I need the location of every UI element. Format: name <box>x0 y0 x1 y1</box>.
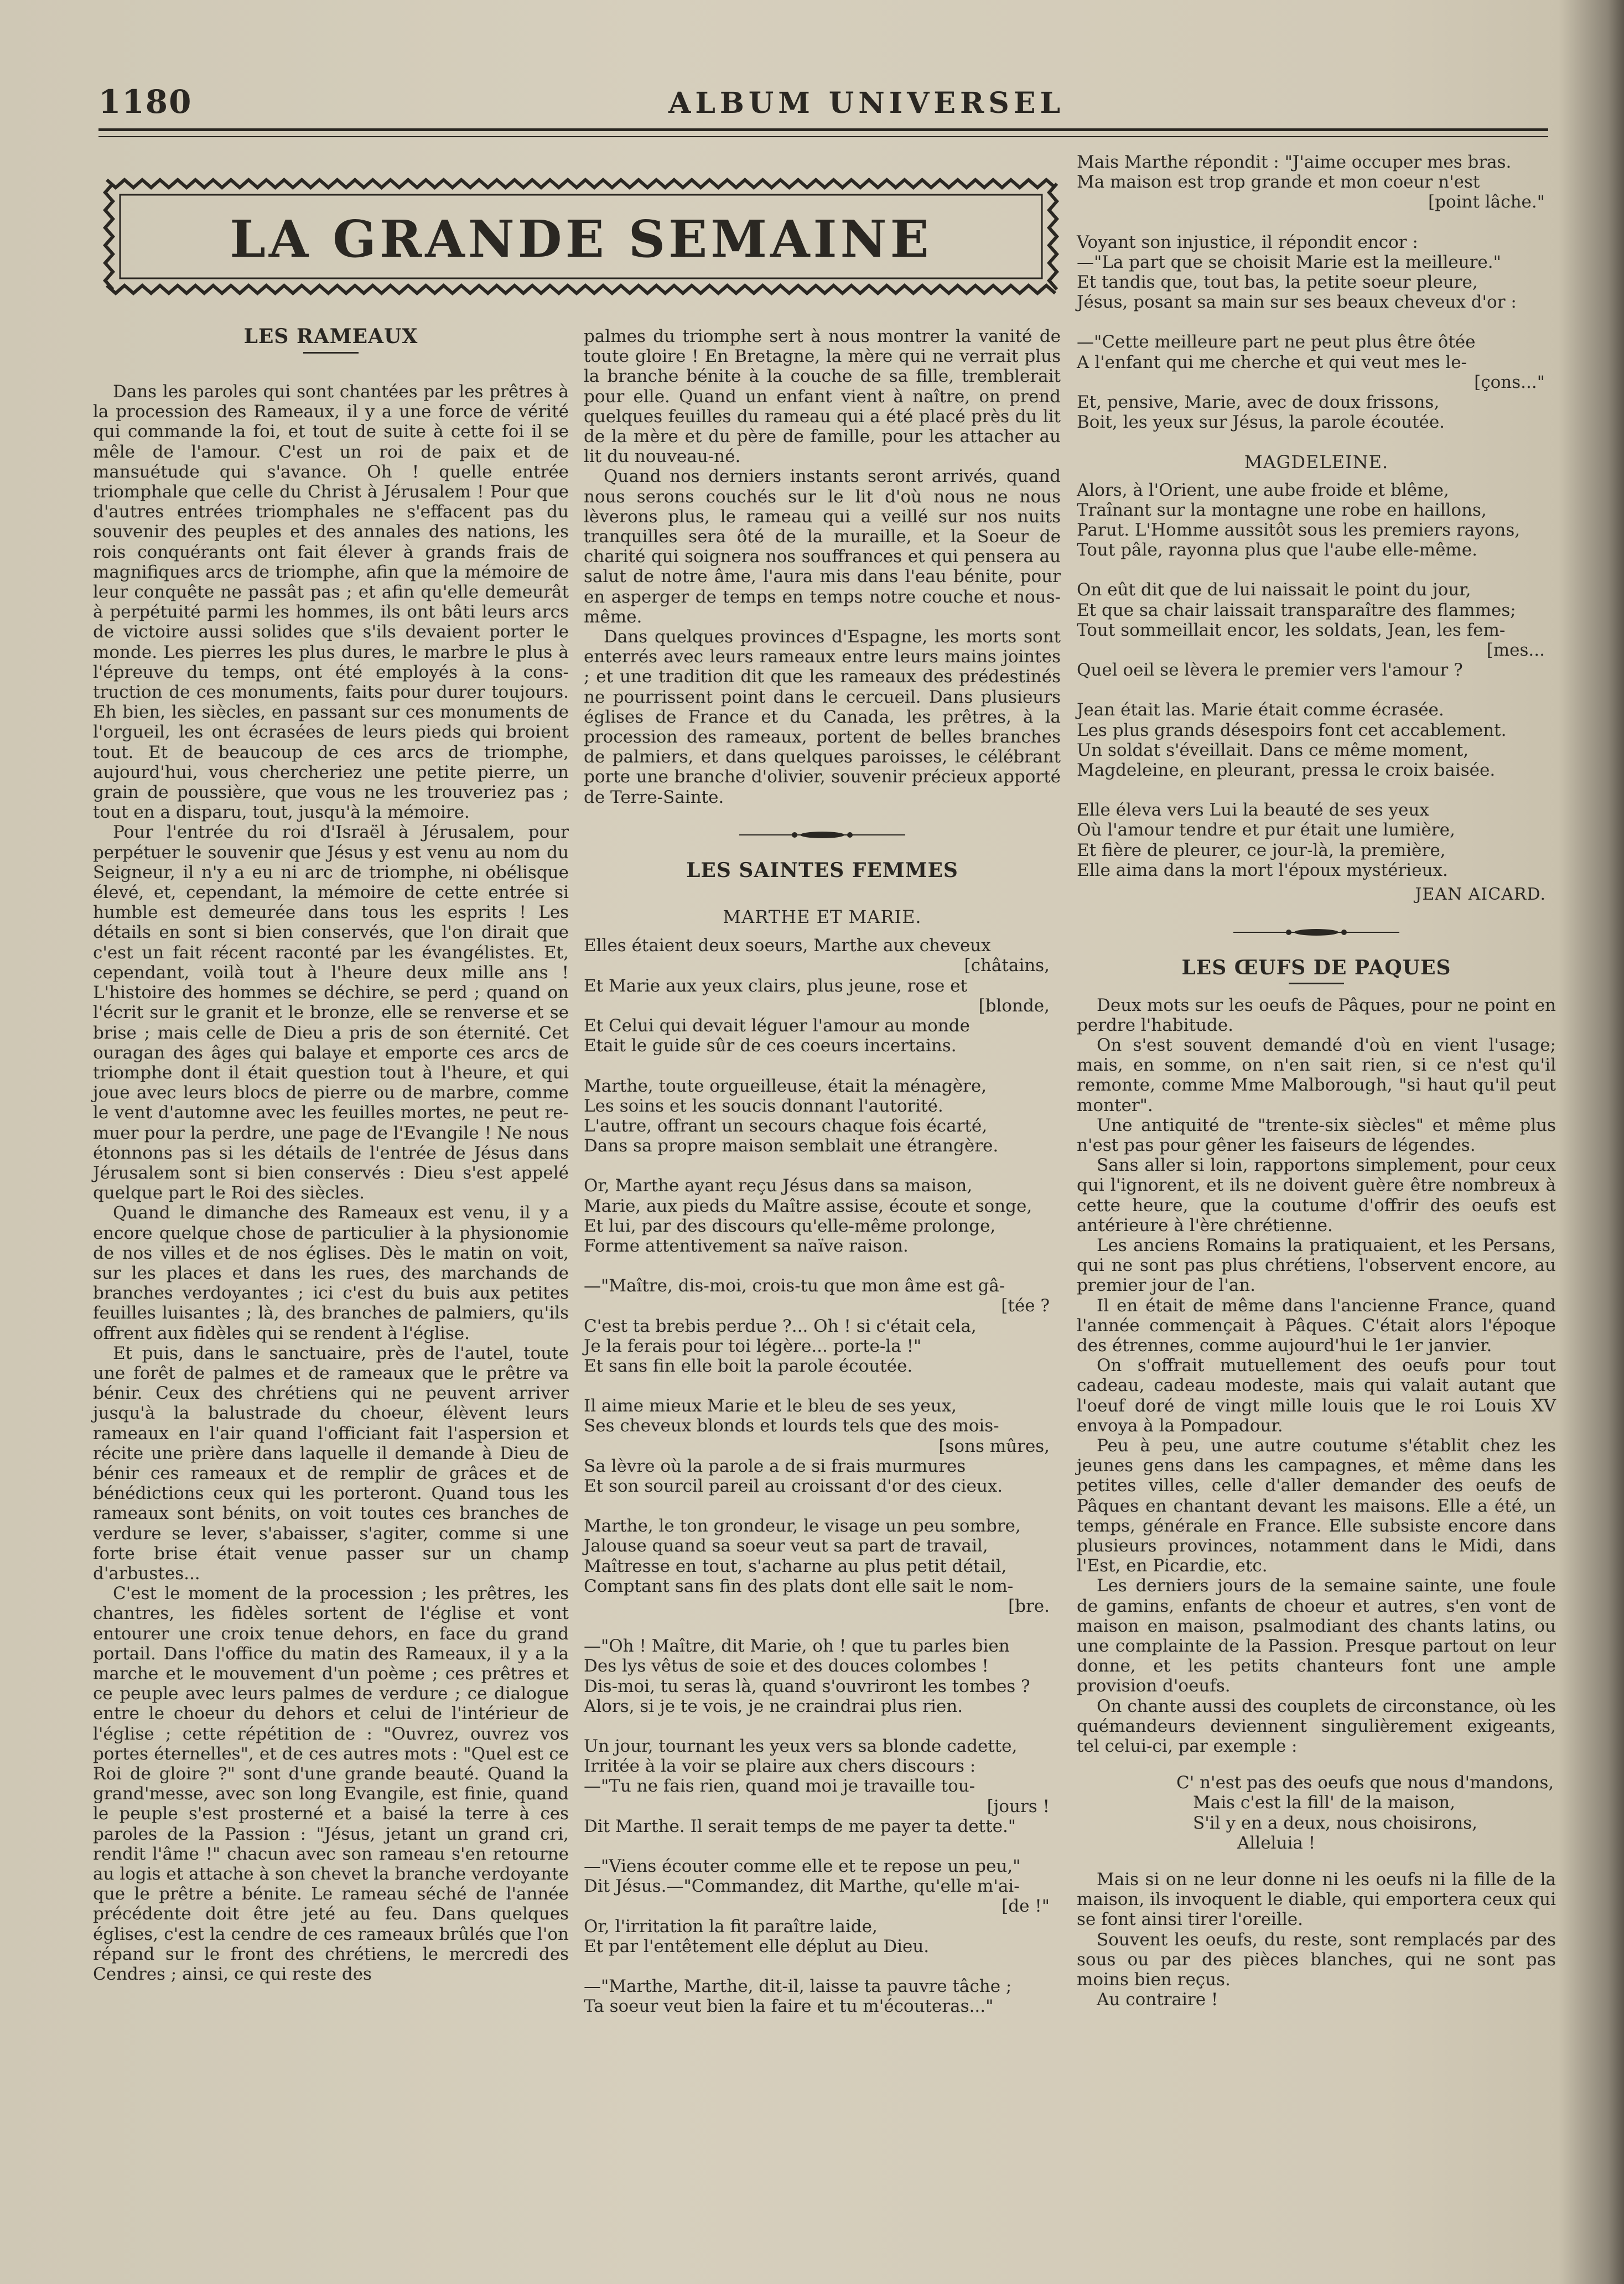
stanza <box>584 1516 1061 1616</box>
stanza <box>1077 480 1556 560</box>
verse-line: Et que sa chair laissait transparaître des flammes; <box>1077 600 1516 620</box>
verse-line: —"Maître, dis-moi, crois-tu que mon âme est gâ- <box>584 1276 1005 1296</box>
verse-line: C'est ta brebis perdue ?... Oh ! si c'était cela, <box>584 1316 977 1336</box>
stanza <box>584 936 1061 1056</box>
stanza <box>584 1736 1061 1836</box>
verse-line-continuation: [mes... <box>1486 640 1545 661</box>
verse-line: Et Celui qui devait léguer l'amour au monde <box>584 1016 970 1036</box>
paragraph: On chante aussi des couplets de circonstance, où les quémandeurs deviennent singulièrement exigeants, tel celui-ci, par exemple : <box>1077 1696 1556 1757</box>
heading-underline <box>303 352 359 354</box>
verse-line: Et tandis que, tout bas, la petite soeur pleure, <box>1077 272 1478 293</box>
stanza <box>584 1076 1061 1156</box>
verse-line: Marie, aux pieds du Maître assise, écoute et songe, <box>584 1196 1032 1216</box>
verse-line: —"La part que se choisit Marie est la meilleure." <box>1077 252 1501 272</box>
paragraph: Sans aller si loin, rapportons simplement, pour ceux qui l'ignorent, et ils ne doivent guère être nombreux à cette heure, que la coutume d'offrir des oeufs est antérieure à l'ère chrétienne. <box>1077 1155 1556 1236</box>
paragraph: Les anciens Romains la pratiquaient, et les Persans, qui ne sont pas plus chrétiens, l'observent encore, au premier jour de l'an. <box>1077 1235 1556 1296</box>
paragraph: On s'offrait mutuellement des oeufs pour tout cadeau, cadeau modeste, mais qui valait autant que l'oeuf doré de vingt mille louis que le roi Louis XV envoya à la Pompadour. <box>1077 1356 1556 1436</box>
verse-line: Parut. L'Homme aussitôt sous les premiers rayons, <box>1077 520 1521 541</box>
subheading-magdeleine: MAGDELEINE. <box>1244 451 1389 473</box>
verse-line-continuation: [çons..." <box>1474 372 1545 392</box>
paragraph: Dans quelques provinces d'Espagne, les morts sont enterrés avec leurs rameaux entre leurs mains jointes ; et une tradition dit que les rameaux des prédestinés ne pourrissent point dans le cercueil. Dans plusieurs églises de France et du Canada, les prêtres, à la procession des rameaux, portent de belles branches de palmiers, et dans quelques paroisses, le célébrant porte une branche d'olivier, souvenir précieux apporté de Terre-Sainte. <box>584 627 1061 807</box>
verse-line-continuation: [sons mûres, <box>938 1436 1050 1456</box>
verse-line: Quel oeil se lèvera le premier vers l'amour ? <box>1077 660 1463 681</box>
verse-line: Comptant sans fin des plats dont elle sait le nom- <box>584 1576 1014 1596</box>
paragraph: Deux mots sur les oeufs de Pâques, pour ne point en perdre l'habitude. <box>1077 995 1556 1035</box>
poem-marthe-marie-continued <box>1077 152 1556 432</box>
verse-line: Marthe, toute orgueilleuse, était la ménagère, <box>584 1076 987 1096</box>
divider-ornament <box>1233 927 1399 938</box>
verse-line: Ses cheveux blonds et lourds tels que des mois- <box>584 1416 999 1436</box>
song-line: C' n'est pas des oeufs que nous d'mandons, <box>1176 1773 1554 1793</box>
paragraph: C'est le moment de la procession ; les prêtres, les chantres, les fidèles sortent de l'église et vont entourer une croix tenue dehors, en face du grand portail. Dans l'office du matin des Rameaux, il y a la marche et le mouvement d'un poème ; ces prêtres et ce peuple avec leurs palmes de verdure ; ce dialogue entre le choeur du dehors et celui de l'intérieur de l'église ; cette répétition de : "Ouvrez, ouvrez vos portes éternelles", et de ces autres mots : "Quel est ce Roi de gloire ?" sont d'une grande beauté. Quand la grand'messe, avec son long Evangile, est finie, quand le peuple s'est prosterné et a baisé la terre à ces paroles de la Passion : "Jésus, jetant un grand cri, rendit l'âme !" chacun avec son rameau s'en retourne au logis et attache à son chevet la branche verdoyante que le prêtre a bénite. Le rameau séché de l'année précédente doit être jeté au feu. Dans quelques églises, c'est la cendre de ces rameaux brûlés que l'on répand sur le front des chrétiens, le mercredi des Cendres ; ainsi, ce qui reste des <box>93 1584 569 1985</box>
paragraph: Au contraire ! <box>1097 1990 1218 2010</box>
verse-line-continuation: [blonde, <box>978 995 1050 1016</box>
stanza <box>1077 700 1556 780</box>
verse-line-continuation: [point lâche." <box>1428 192 1545 212</box>
poem-magdeleine <box>1077 480 1556 880</box>
section-heading-rameaux: LES RAMEAUX <box>243 325 418 348</box>
paragraph: Peu à peu, une autre coutume s'établit chez les jeunes gens dans les campagnes, et même dans les petites villes, celle d'aller demander des oeufs de Pâques en chantant devant les maisons. Elle a été, un temps, générale en France. Elle subsiste encore dans plusieurs provinces, notamment dans le Midi, dans l'Est, en Picardie, etc. <box>1077 1435 1556 1576</box>
verse-line: Et sans fin elle boit la parole écoutée. <box>584 1356 913 1376</box>
title-frame <box>102 177 1060 296</box>
stanza <box>1077 152 1556 212</box>
paragraph: Dans les paroles qui sont chantées par les prêtres à la procession des Rameaux, il y a une force de vérité qui commande la foi, et tout de suite à cette foi il se mêle de l'amour. C'est un roi de paix et de mansuétude qui s'avance. Oh ! quelle entrée triomphale que celle du Christ à Jérusalem ! Pour que d'autres entrées triomphales ne s'effacent pas du souvenir des peuples et des annales des nations, les rois conquérants ont fait élever à grands frais de magnifiques arcs de triomphe, afin que la mémoire de leur conquête ne passât pas ; et afin qu'elle demeurât à perpétuité parmi les hommes, ils ont bâti leurs arcs de victoire aussi solides que s'ils devaient porter le monde. Les pierres les plus dures, le marbre le plus à l'épreuve du temps, ont été employés à la construction de ces monuments, faits pour durer toujours. Eh bien, les siècles, en passant sur ces monuments de l'orgueil, les ont écrasées de leurs pieds qui broient tout. Et de beaucoup de ces arcs de triomphe, aujourd'hui, vous chercheriez une petite pierre, un grain de poussière, que vous ne les trouveriez pas ; tout en a disparu, tout, jusqu'à la mémoire. <box>93 382 569 823</box>
stanza <box>584 1276 1061 1376</box>
verse-line: Alors, si je te vois, je ne craindrai plus rien. <box>584 1696 963 1716</box>
verse-line: Sa lèvre où la parole a de si frais murmures <box>584 1456 966 1476</box>
verse-line: Elles étaient deux soeurs, Marthe aux cheveux <box>584 936 991 956</box>
section-heading-oeufs: LES ŒUFS DE PAQUES <box>1181 956 1451 980</box>
verse-line: Ta soeur veut bien la faire et tu m'écouteras..." <box>584 1996 994 2017</box>
paragraph: Il en était de même dans l'ancienne France, quand l'année commençait à Pâques. C'était alors l'époque des étrennes, comme aujourd'hui le 1er janvier. <box>1077 1295 1556 1356</box>
verse-line: Magdeleine, en pleurant, pressa le croix baisée. <box>1077 760 1496 781</box>
verse-line: Et son sourcil pareil au croissant d'or des cieux. <box>584 1476 1003 1496</box>
verse-line: Or, l'irritation la fit paraître laide, <box>584 1916 878 1937</box>
verse-line: On eût dit que de lui naissait le point du jour, <box>1077 580 1471 600</box>
verse-line: Jean était las. Marie était comme écrasée. <box>1077 700 1444 720</box>
stanza <box>584 1976 1061 2016</box>
song-line: Alleluia ! <box>1237 1833 1316 1853</box>
verse-line: Mais Marthe répondit : "J'aime occuper mes bras. <box>1077 152 1512 172</box>
verse-line: Dis-moi, tu seras là, quand s'ouvriront les tombes ? <box>584 1676 1030 1696</box>
verse-line: Et lui, par des discours qu'elle-même prolonge, <box>584 1216 996 1236</box>
verse-line: A l'enfant qui me cherche et qui veut mes le- <box>1077 352 1467 372</box>
header-rule-thin <box>98 136 1548 137</box>
subheading-marthe-marie: MARTHE ET MARIE. <box>723 906 922 928</box>
verse-line: —"Marthe, Marthe, dit-il, laisse ta pauvre tâche ; <box>584 1976 1012 1997</box>
verse-line: Elle aima dans la mort l'époux mystérieux. <box>1077 860 1448 880</box>
verse-line: Elle éleva vers Lui la beauté de ses yeux <box>1077 800 1429 821</box>
page-header <box>98 83 1548 122</box>
paragraph: palmes du triomphe sert à nous montrer la vanité de toute gloire ! En Bretagne, la mère qui ne verrait plus la branche bénite à la couche de sa fille, tremblerait pour elle. Quand un enfant vient à naître, on prend quelques feuilles du rameau qui a été placé près du lit de la mère et du père de famille, pour les attacher au lit du nouveau-né. <box>584 326 1061 467</box>
verse-line: Forme attentivement sa naïve raison. <box>584 1236 909 1256</box>
article-title: LA GRANDE SEMAINE <box>230 209 932 269</box>
verse-line: Boit, les yeux sur Jésus, la parole écoutée. <box>1077 412 1445 433</box>
verse-line: Et Marie aux yeux clairs, plus jeune, rose et <box>584 975 967 996</box>
stanza <box>1077 332 1556 432</box>
divider-ornament <box>739 829 905 840</box>
verse-line: Tout pâle, rayonna plus que l'aube elle-même. <box>1077 540 1478 560</box>
verse-line: Un soldat s'éveillait. Dans ce même moment, <box>1077 740 1469 760</box>
verse-line-continuation: [de !" <box>1002 1896 1050 1917</box>
verse-line: Dit Marthe. Il serait temps de me payer ta dette." <box>584 1816 1016 1836</box>
paragraph: Pour l'entrée du roi d'Israël à Jérusalem, pour perpétuer le souvenir que Jésus y est venu au nom du Seigneur, il n'y a eu ni arc de triomphe, ni obélisque élevé, et, cependant, la mémoire de cette entrée si humble est demeurée dans tous les esprits ! Les détails en sont si bien conservés, que l'on dirait que c'est un fait récent raconté par les évangélistes. Et, cependant, voilà tout à l'heure deux mille ans ! L'histoire des hommes se déchire, se perd ; quand on l'écrit sur le granit et le bronze, elle se renverse et se brise ; mais celle de Dieu a pris de son éternité. Cet ouragan des âges qui balaye et emporte ces arcs de triomphe dont il était question tout à l'heure, et qui joue avec leurs blocs de pierre ou de marbre, comme le vent d'automne avec les feuilles mortes, ne peut remuer pour la perdre, une page de l'Evangile ! Ne nous étonnons pas si les détails de l'entrée de Jésus dans Jérusalem sont si bien conservés : Dieu s'est appelé quelque part le Roi des siècles. <box>93 822 569 1203</box>
verse-line-continuation: [tée ? <box>1001 1296 1050 1316</box>
verse-line-continuation: [châtains, <box>964 956 1050 976</box>
section-heading-saintes-femmes: LES SAINTES FEMMES <box>686 858 958 882</box>
stanza <box>584 1856 1061 1956</box>
song-line: S'il y en a deux, nous choisirons, <box>1193 1813 1477 1833</box>
verse-line: Ma maison est trop grande et mon coeur n'est <box>1077 172 1480 193</box>
verse-line: Les soins et les soucis donnant l'autorité. <box>584 1096 943 1116</box>
verse-line: Etait le guide sûr de ces coeurs incertains. <box>584 1036 957 1056</box>
verse-line: Tout sommeillait encor, les soldats, Jean, les fem- <box>1077 620 1506 640</box>
verse-line: Dit Jésus.—"Commandez, dit Marthe, qu'elle m'ai- <box>584 1876 1020 1897</box>
poem-marthe-marie <box>584 936 1061 2016</box>
verse-line: Les plus grands désespoirs font cet accablement. <box>1077 720 1507 740</box>
verse-line: Il aime mieux Marie et le bleu de ses yeux, <box>584 1396 957 1416</box>
paragraph: Les derniers jours de la semaine sainte, une foule de gamins, enfants de choeur et autres, s'en vont de maison en maison, psalmodiant des chants latins, ou une complainte de la Passion. Presque partout on leur donne, et les petits chanteurs font une ample provision d'oeufs. <box>1077 1576 1556 1696</box>
verse-line: Des lys vêtus de soie et des douces colombes ! <box>584 1656 989 1676</box>
verse-line-continuation: [jours ! <box>987 1796 1050 1816</box>
verse-line: Jésus, posant sa main sur ses beaux cheveux d'or : <box>1077 292 1517 313</box>
verse-line: Traînant sur la montagne une robe en haillons, <box>1077 500 1487 520</box>
paragraph: Quand le dimanche des Rameaux est venu, il y a encore quelque chose de particulier à la physionomie de nos villes et de nos églises. Dès le matin on voit, sur les places et dans les rues, des marchands de branches verdoyantes ; ici c'est du buis aux petites feuilles luisantes ; là, des branches de palmiers, qu'ils offrent aux fidèles qui se rendent à l'église. <box>93 1203 569 1343</box>
verse-line: Jalouse quand sa soeur veut sa part de travail, <box>584 1536 988 1556</box>
verse-line-continuation: [bre. <box>1008 1596 1050 1616</box>
paragraph: Et puis, dans le sanctuaire, près de l'autel, toute une forêt de palmes et de rameaux que le prêtre va bénir. Ceux des chrétiens qui ne peuvent arriver jusqu'à la balustrade du choeur, élèvent leurs rameaux en l'air quand l'officiant fait l'aspersion et récite une prière dans laquelle il demande à Dieu de bénir ces rameaux et de remplir de grâces et de bénédictions ceux qui les porteront. Quand tous les rameaux sont bénits, on voit toutes ces branches de verdure se lever, s'abaisser, s'agiter, comme si une forte brise était venue passer sur un champ d'arbustes... <box>93 1343 569 1584</box>
verse-line: —"Tu ne fais rien, quand moi je travaille tou- <box>584 1776 976 1797</box>
paragraph: Mais si on ne leur donne ni les oeufs ni la fille de la maison, ils invoquent le diable, qui emportera ceux qui se font ainsi tirer l'oreille. <box>1077 1870 1556 1930</box>
verse-line: Marthe, le ton grondeur, le visage un peu sombre, <box>584 1516 1021 1536</box>
stanza <box>1077 580 1556 680</box>
page-number: 1180 <box>98 83 193 121</box>
paragraph: Une antiquité de "trente-six siècles" et même plus n'est pas pour gêner les faiseurs de légendes. <box>1077 1115 1556 1155</box>
column-left <box>93 325 569 1985</box>
header-rule-thick <box>98 128 1548 131</box>
verse-line: Et, pensive, Marie, avec de doux frissons, <box>1077 392 1440 413</box>
verse-line: Un jour, tournant les yeux vers sa blonde cadette, <box>584 1736 1018 1756</box>
verse-line: Et fière de pleurer, ce jour-là, la première, <box>1077 840 1446 860</box>
verse-line: Irritée à la voir se plaire aux chers discours : <box>584 1756 976 1777</box>
verse-line: —"Cette meilleure part ne peut plus être ôtée <box>1077 332 1476 352</box>
stanza <box>584 1636 1061 1716</box>
verse-line: Où l'amour tendre et pur était une lumière, <box>1077 820 1455 840</box>
journal-title: ALBUM UNIVERSEL <box>668 86 1065 120</box>
verse-line: Je la ferais pour toi légère... porte-la !" <box>584 1336 922 1356</box>
column-middle <box>584 326 1061 2036</box>
column-right <box>1077 152 1556 2010</box>
stanza <box>1077 232 1556 313</box>
paragraph: On s'est souvent demandé d'où en vient l'usage; mais, en somme, on n'en sait rien, si ce n'est qu'il remonte, comme Mme Malborough, "si haut qu'il peut monter". <box>1077 1035 1556 1115</box>
verse-line: —"Oh ! Maître, dit Marie, oh ! que tu parles bien <box>584 1636 1010 1657</box>
song-verse <box>1077 1773 1556 1853</box>
verse-line: Maîtresse en tout, s'acharne au plus petit détail, <box>584 1556 1007 1576</box>
paragraph: Souvent les oeufs, du reste, sont remplacés par des sous ou par des pièces blanches, qui ne sont pas moins bien reçus. <box>1077 1929 1556 1990</box>
verse-line: —"Viens écouter comme elle et te repose un peu," <box>584 1856 1021 1876</box>
song-line: Mais c'est la fill' de la maison, <box>1193 1793 1455 1813</box>
verse-line: L'autre, offrant un secours chaque fois écarté, <box>584 1115 988 1136</box>
signature: JEAN AICARD. <box>1415 885 1546 905</box>
verse-line: Et par l'entêtement elle déplut au Dieu. <box>584 1936 930 1956</box>
oeufs-article-body <box>1077 995 1556 2010</box>
stanza <box>584 1396 1061 1496</box>
verse-line: Dans sa propre maison semblait une étrangère. <box>584 1136 999 1156</box>
verse-line: Alors, à l'Orient, une aube froide et blême, <box>1077 480 1449 500</box>
verse-line: Voyant son injustice, il répondit encor : <box>1077 232 1418 252</box>
verse-line: Or, Marthe ayant reçu Jésus dans sa maison, <box>584 1176 973 1196</box>
stanza <box>1077 800 1556 880</box>
paragraph: Quand nos derniers instants seront arrivés, quand nous serons couchés sur le lit d'où nous ne nous lèverons plus, le rameau qui a veillé sur nos nuits tranquilles sera ôté de la muraille, et la Soeur de charité qui soignera nos souffrances et qui pensera au salut de notre âme, l'aura mis dans l'eau bénite, pour en asperger de temps en temps notre couche et nous-même. <box>584 466 1061 627</box>
stanza <box>584 1176 1061 1256</box>
